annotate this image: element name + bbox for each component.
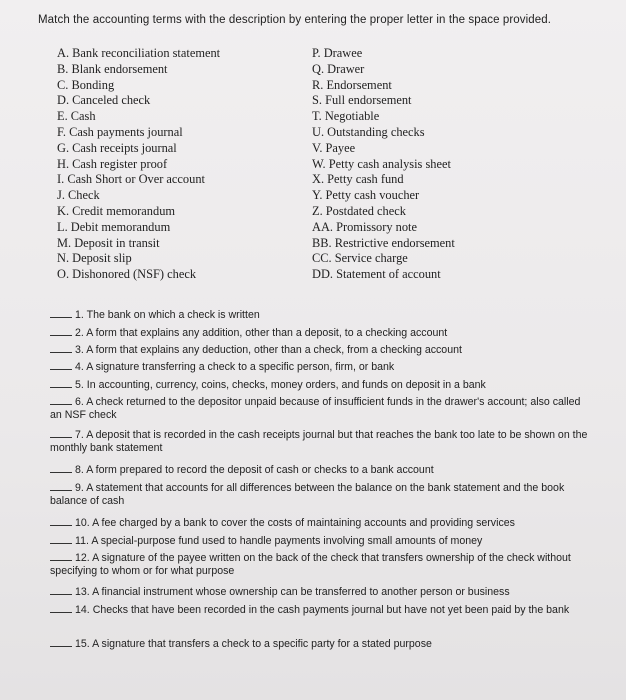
term-item: S. Full endorsement xyxy=(312,93,412,108)
question-8: 8 . A form prepared to record the deposit of cash or checks to a bank account xyxy=(50,464,590,477)
term-item: B. Blank endorsement xyxy=(57,61,168,76)
term-item: CC. Service charge xyxy=(312,251,408,266)
question-7: 7 . A deposit that is recorded in the cash receipts journal but that reaches the bank too late to be shown on the monthly bank statement xyxy=(50,429,590,455)
question-1: 1 . The bank on which a check is written xyxy=(50,309,590,322)
term-item: U. Outstanding checks xyxy=(312,124,425,139)
answer-blank[interactable] xyxy=(50,646,72,647)
term-item: Z. Postdated check xyxy=(312,203,406,218)
term-item: O. Dishonored (NSF) check xyxy=(57,267,197,282)
question-5: 5 . In accounting, currency, coins, checks, money orders, and funds on deposit in a bank xyxy=(50,379,590,392)
term-item: N. Deposit slip xyxy=(57,251,132,266)
term-item: C. Bonding xyxy=(57,77,115,92)
answer-blank[interactable] xyxy=(50,352,72,353)
term-item: D. Canceled check xyxy=(57,93,151,108)
term-item: K. Credit memorandum xyxy=(57,203,176,218)
answer-blank[interactable] xyxy=(50,317,72,318)
question-15: 15 . A signature that transfers a check to a specific party for a stated purpose xyxy=(50,638,590,651)
answer-blank[interactable] xyxy=(50,387,72,388)
term-item: R. Endorsement xyxy=(312,77,392,92)
question-14: 14 . Checks that have been recorded in the cash payments journal but have not yet been paid by the bank xyxy=(50,604,590,617)
question-11: 11 . A special-purpose fund used to handle payments involving small amounts of money xyxy=(50,535,590,548)
term-item: AA. Promissory note xyxy=(312,219,417,234)
term-item: H. Cash register proof xyxy=(57,156,168,171)
question-4: 4 . A signature transferring a check to a specific person, firm, or bank xyxy=(50,361,590,374)
term-item: E. Cash xyxy=(57,109,96,124)
term-item: M. Deposit in transit xyxy=(57,235,160,250)
question-6: 6 . A check returned to the depositor unpaid because of insufficient funds in the drawer's account; also called an NSF check xyxy=(50,396,590,422)
answer-blank[interactable] xyxy=(50,437,72,438)
term-item: P. Drawee xyxy=(312,46,363,60)
answer-blank[interactable] xyxy=(50,560,72,561)
terms-column-right xyxy=(312,46,455,283)
question-9: 9 . A statement that accounts for all differences between the balance on the bank statement and the book balance of cash xyxy=(50,482,590,508)
term-item: Q. Drawer xyxy=(312,61,365,76)
term-item: J. Check xyxy=(57,188,100,203)
answer-blank[interactable] xyxy=(50,594,72,595)
question-2: 2 . A form that explains any addition, other than a deposit, to a checking account xyxy=(50,327,590,340)
answer-blank[interactable] xyxy=(50,612,72,613)
term-item: I. Cash Short or Over account xyxy=(57,172,205,187)
instructions: Match the accounting terms with the description by entering the proper letter in the space provided. xyxy=(38,14,552,26)
question-12: 12 . A signature of the payee written on the back of the check that transfers ownership of the check without specifying to whom or for what purpose xyxy=(50,552,590,578)
term-item: L. Debit memorandum xyxy=(57,219,171,234)
term-item: DD. Statement of account xyxy=(312,267,441,282)
answer-blank[interactable] xyxy=(50,472,72,473)
question-13: 13 . A financial instrument whose ownership can be transferred to another person or business xyxy=(50,586,590,599)
answer-blank[interactable] xyxy=(50,490,72,491)
term-item: V. Payee xyxy=(312,140,356,155)
terms-column-left xyxy=(57,46,220,283)
question-3: 3 . A form that explains any deduction, other than a check, from a checking account xyxy=(50,344,590,357)
answer-blank[interactable] xyxy=(50,369,72,370)
term-item: X. Petty cash fund xyxy=(312,172,404,187)
term-item: W. Petty cash analysis sheet xyxy=(312,156,451,171)
term-item: A. Bank reconciliation statement xyxy=(57,46,221,60)
term-item: F. Cash payments journal xyxy=(57,124,183,139)
answer-blank[interactable] xyxy=(50,335,72,336)
term-item: G. Cash receipts journal xyxy=(57,140,177,155)
term-item: Y. Petty cash voucher xyxy=(312,188,420,203)
term-item: T. Negotiable xyxy=(312,109,380,124)
answer-blank[interactable] xyxy=(50,543,72,544)
question-10: 10 . A fee charged by a bank to cover the costs of maintaining accounts and providing services xyxy=(50,517,590,530)
answer-blank[interactable] xyxy=(50,525,72,526)
answer-blank[interactable] xyxy=(50,404,72,405)
term-item: BB. Restrictive endorsement xyxy=(312,235,455,250)
